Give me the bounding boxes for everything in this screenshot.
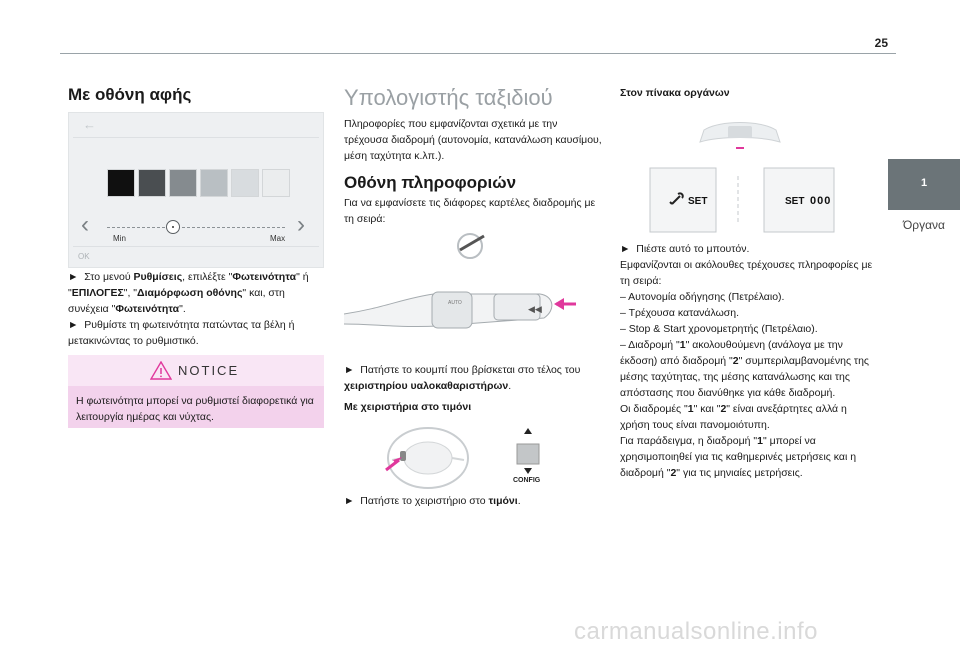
- text: Για παράδειγμα, η διαδρομή ": [620, 435, 758, 447]
- brightness-slider-knob: [166, 220, 180, 234]
- text: .: [517, 495, 521, 507]
- chapter-tab-number: 1: [920, 177, 928, 189]
- step-arrow: ►: [344, 364, 355, 376]
- step-press-stalk: [344, 362, 602, 394]
- text: – Διαδρομή ": [620, 339, 680, 351]
- set-button-label: SET: [688, 196, 708, 207]
- screen-divider: [73, 137, 319, 138]
- text: Πατήστε το χειριστήριο στο: [360, 495, 489, 507]
- svg-text:◀◀: ◀◀: [528, 304, 542, 314]
- text: Στο μενού: [84, 271, 134, 283]
- wiper-stalk-illustration: [344, 232, 588, 350]
- text: .: [508, 380, 512, 392]
- config-button-icon: [517, 444, 539, 464]
- ok-label: OK: [78, 252, 90, 261]
- list-item: – Αυτονομία οδήγησης (Πετρέλαιο).: [620, 291, 785, 303]
- info-display-heading: Οθόνη πληροφοριών: [344, 173, 517, 192]
- bold-term: 2: [720, 403, 727, 415]
- bold-term: 2: [732, 355, 739, 367]
- cluster-heading: Στον πίνακα οργάνων: [620, 87, 730, 99]
- bold-term: 1: [679, 339, 686, 351]
- brightness-swatch: [200, 169, 228, 197]
- bold-term: Ρυθμίσεις: [133, 271, 183, 283]
- touchscreen-heading: Με οθόνη αφής: [68, 85, 192, 104]
- text: " και ": [693, 403, 721, 415]
- text: ", ": [123, 287, 138, 299]
- bold-term: 1: [757, 435, 763, 447]
- display-set-value: 000: [810, 195, 832, 207]
- bold-term: Φωτεινότητα: [115, 303, 180, 315]
- display-set-label: SET: [785, 196, 805, 207]
- brightness-swatch: [107, 169, 135, 197]
- text: Πατήστε το κουμπί που βρίσκεται στο τέλος του: [360, 364, 581, 376]
- bold-term: τιμόνι: [488, 495, 518, 507]
- notice-box: [68, 355, 324, 428]
- text: Οι διαδρομές ": [620, 403, 688, 415]
- bold-term: Διαμόρφωση οθόνης: [137, 287, 243, 299]
- chevron-right-icon: ›: [297, 211, 305, 238]
- trip-independence-note: [620, 401, 878, 433]
- brightness-swatch: [262, 169, 290, 197]
- step-brightness-menu: [68, 269, 326, 317]
- header-rule: [60, 53, 896, 54]
- bold-term: 1: [687, 403, 694, 415]
- bold-term: χειριστηρίου υαλοκαθαριστήρων: [344, 380, 509, 392]
- text: " ή ": [68, 271, 309, 299]
- text: , επιλέξτε ": [182, 271, 233, 283]
- step-press-button: [620, 241, 880, 257]
- instrument-cluster-illustration: [620, 112, 858, 244]
- step-arrow: ►: [344, 495, 355, 507]
- watermark: carmanualsonline.info: [574, 618, 818, 645]
- back-arrow-icon: ←: [83, 117, 96, 132]
- config-button-label: CONFIG: [513, 477, 541, 484]
- step-press-wheel: [344, 493, 602, 509]
- bold-term: Φωτεινότητα: [232, 271, 297, 283]
- info-display-intro: Για να εμφανίσετε τις διάφορες καρτέλες διαδρομής με τη σειρά:: [344, 197, 596, 225]
- slider-min-label: Min: [113, 234, 126, 243]
- chapter-tab-label: Όργανα: [903, 218, 945, 232]
- text: ".: [179, 303, 186, 315]
- text: " είναι ανεξάρτητες αλλά η χρήση τους είναι πανομοιότυπη.: [620, 403, 847, 431]
- brightness-swatch: [231, 169, 259, 197]
- trip-computer-intro: Πληροφορίες που εμφανίζονται σχετικά με την τρέχουσα διαδρομή (αυτονομία, κατανάλωση καυσίμου, μέση ταχύτητα κ.λπ.).: [344, 118, 602, 162]
- list-item: – Τρέχουσα κατανάλωση.: [620, 307, 740, 319]
- step-arrow: ►: [620, 243, 631, 255]
- screen-divider: [73, 246, 319, 247]
- slider-max-label: Max: [270, 234, 286, 243]
- bold-term: 2: [670, 467, 677, 479]
- text: " συμπεριλαμβανομένης της μέσης ταχύτητας, της μέσης κατανάλωσης και της απόστασης που διανύθηκε για κάθε διαδρομή.: [620, 355, 869, 399]
- list-item: – Stop & Start χρονομετρητής (Πετρέλαιο).: [620, 323, 818, 335]
- text: " ακολουθούμενη (ανάλογα με την έκδοση) από διαδρομή ": [620, 339, 843, 367]
- wheel-controls-heading: Με χειριστήρια στο τιμόνι: [344, 401, 472, 413]
- trip-example-note: [620, 433, 878, 481]
- brightness-swatch: [169, 169, 197, 197]
- info-list: [620, 257, 878, 481]
- brightness-swatch: [138, 169, 166, 197]
- brightness-screen-illustration: [68, 112, 324, 268]
- info-line: Εμφανίζονται οι ακόλουθες τρέχουσες πληροφορίες με τη σειρά:: [620, 259, 873, 287]
- bold-term: ΕΠΙΛΟΓΕΣ: [71, 287, 124, 299]
- steering-wheel-illustration: [344, 420, 588, 492]
- page-number: 25: [874, 36, 888, 50]
- step-arrow: ►: [68, 319, 79, 331]
- text: Πιέστε αυτό το μπουτόν.: [636, 243, 750, 255]
- notice-text: Η φωτεινότητα μπορεί να ρυθμιστεί διαφορετικά για λειτουργία ημέρας και νύχτας.: [76, 395, 314, 423]
- trip-computer-heading: Υπολογιστής ταξιδιού: [344, 85, 553, 110]
- text: " και, στη συνέχεια ": [68, 287, 285, 315]
- svg-text:AUTO: AUTO: [448, 300, 462, 306]
- warning-icon: [150, 361, 172, 380]
- step-arrow: ►: [68, 271, 79, 283]
- list-item-trip: [620, 337, 878, 401]
- text: " για τις μηνιαίες μετρήσεις.: [676, 467, 803, 479]
- notice-title: NOTICE: [178, 363, 240, 378]
- step-adjust-brightness: [68, 317, 326, 349]
- text: Ρυθμίστε τη φωτεινότητα πατώντας τα βέλη ή μετακινώντας το ρυθμιστικό.: [68, 319, 295, 347]
- text: " μπορεί να χρησιμοποιηθεί για τις καθημερινές μετρήσεις και η διαδρομή ": [620, 435, 857, 479]
- brightness-slider-track: [107, 227, 285, 229]
- chevron-left-icon: ‹: [81, 211, 89, 238]
